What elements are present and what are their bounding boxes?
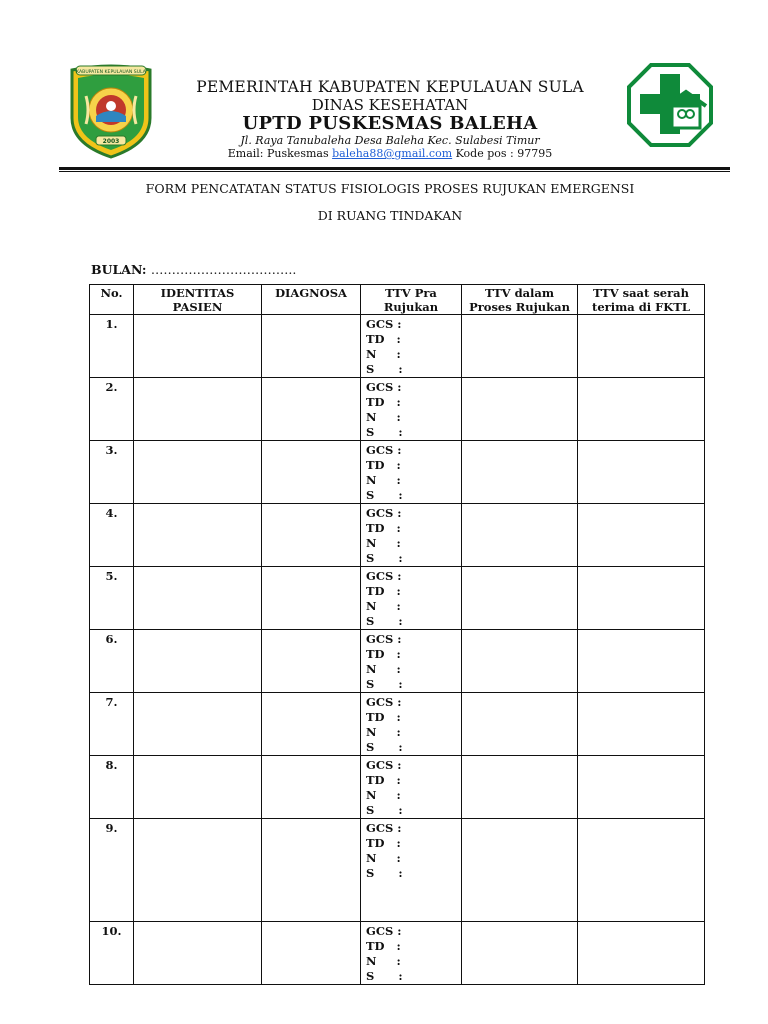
diagnosa-cell[interactable] — [262, 630, 361, 693]
vital-n-label: N : — [366, 851, 401, 865]
header-department: DINAS KESEHATAN — [311, 96, 469, 114]
diagnosa-cell[interactable] — [262, 567, 361, 630]
vital-s-label: S : — [366, 488, 403, 502]
form-title-line2: DI RUANG TINDAKAN — [317, 208, 463, 223]
vital-gcs-label: GCS : — [366, 506, 402, 520]
referral-form-table — [89, 284, 705, 985]
vital-n-label: N : — [366, 347, 401, 361]
vital-n-label: N : — [366, 473, 401, 487]
table-header-row — [90, 285, 705, 315]
ttv-serah-cell[interactable] — [578, 630, 705, 693]
vital-s-label: S : — [366, 866, 403, 880]
row-number: 5. — [90, 567, 134, 630]
ttv-serah-cell[interactable] — [578, 315, 705, 378]
header-government: PEMERINTAH KABUPATEN KEPULAUAN SULA — [196, 78, 584, 96]
ttv-pra-cell[interactable] — [361, 922, 462, 985]
ttv-serah-cell[interactable] — [578, 922, 705, 985]
vital-n-label: N : — [366, 410, 401, 424]
puskesmas-cross-house-icon — [626, 62, 714, 148]
vital-n-label: N : — [366, 599, 401, 613]
header-puskesmas: UPTD PUSKESMAS BALEHA — [242, 113, 538, 134]
header-divider-thin — [59, 171, 730, 172]
vital-s-label: S : — [366, 362, 403, 376]
form-title-line1: FORM PENCATATAN STATUS FISIOLOGIS PROSES RUJUKAN EMERGENSI — [145, 181, 635, 196]
identitas-cell[interactable] — [134, 567, 262, 630]
vital-n-label: N : — [366, 954, 401, 968]
ttv-pra-cell[interactable] — [361, 756, 462, 819]
ttv-serah-cell[interactable] — [578, 441, 705, 504]
vital-s-label: S : — [366, 425, 403, 439]
ttv-dalam-cell[interactable] — [462, 922, 578, 985]
vital-s-label: S : — [366, 551, 403, 565]
row-number: 9. — [90, 819, 134, 922]
row-number: 2. — [90, 378, 134, 441]
identitas-cell[interactable] — [134, 756, 262, 819]
diagnosa-cell[interactable] — [262, 441, 361, 504]
ttv-pra-cell[interactable] — [361, 504, 462, 567]
ttv-serah-cell[interactable] — [578, 819, 705, 922]
diagnosa-cell[interactable] — [262, 819, 361, 922]
vital-td-label: TD : — [366, 458, 401, 472]
vital-td-label: TD : — [366, 939, 401, 953]
bulan-field — [91, 262, 296, 277]
ttv-dalam-cell[interactable] — [462, 504, 578, 567]
vital-gcs-label: GCS : — [366, 632, 402, 646]
vital-n-label: N : — [366, 662, 401, 676]
identitas-cell[interactable] — [134, 630, 262, 693]
bulan-label: BULAN: — [91, 262, 151, 277]
ttv-pra-cell[interactable] — [361, 441, 462, 504]
identitas-cell[interactable] — [134, 378, 262, 441]
row-number: 3. — [90, 441, 134, 504]
identitas-cell[interactable] — [134, 819, 262, 922]
vital-gcs-label: GCS : — [366, 443, 402, 457]
ttv-dalam-cell[interactable] — [462, 441, 578, 504]
vital-s-label: S : — [366, 677, 403, 691]
vital-n-label: N : — [366, 788, 401, 802]
table-row — [90, 441, 705, 504]
row-number: 8. — [90, 756, 134, 819]
row-number: 6. — [90, 630, 134, 693]
ttv-dalam-cell[interactable] — [462, 756, 578, 819]
diagnosa-cell[interactable] — [262, 378, 361, 441]
table-row — [90, 504, 705, 567]
ttv-pra-cell[interactable] — [361, 567, 462, 630]
diagnosa-cell[interactable] — [262, 922, 361, 985]
row-number: 4. — [90, 504, 134, 567]
ttv-pra-cell[interactable] — [361, 819, 462, 922]
vital-s-label: S : — [366, 740, 403, 754]
col-header-diagnosa: DIAGNOSA — [262, 285, 361, 315]
table-row — [90, 630, 705, 693]
svg-text:2003: 2003 — [102, 138, 120, 145]
identitas-cell[interactable] — [134, 315, 262, 378]
kabupaten-kepulauan-sula-crest-icon — [66, 60, 156, 160]
ttv-pra-cell[interactable] — [361, 315, 462, 378]
vital-n-label: N : — [366, 725, 401, 739]
vital-gcs-label: GCS : — [366, 317, 402, 331]
row-number: 10. — [90, 922, 134, 985]
vital-gcs-label: GCS : — [366, 569, 402, 583]
vital-td-label: TD : — [366, 395, 401, 409]
vital-s-label: S : — [366, 614, 403, 628]
identitas-cell[interactable] — [134, 441, 262, 504]
ttv-serah-cell[interactable] — [578, 693, 705, 756]
vital-td-label: TD : — [366, 773, 401, 787]
identitas-cell[interactable] — [134, 693, 262, 756]
vital-td-label: TD : — [366, 710, 401, 724]
postal-code: Kode pos : 97795 — [452, 147, 553, 160]
ttv-pra-cell[interactable] — [361, 693, 462, 756]
ttv-serah-cell[interactable] — [578, 567, 705, 630]
table-row — [90, 315, 705, 378]
diagnosa-cell[interactable] — [262, 315, 361, 378]
vital-n-label: N : — [366, 536, 401, 550]
ttv-serah-cell[interactable] — [578, 504, 705, 567]
header-address: Jl. Raya Tanubaleha Desa Baleha Kec. Sulabesi Timur — [240, 134, 540, 147]
email-link[interactable]: baleha88@gmail.com — [332, 147, 453, 160]
ttv-dalam-cell[interactable] — [462, 378, 578, 441]
identitas-cell[interactable] — [134, 504, 262, 567]
diagnosa-cell[interactable] — [262, 693, 361, 756]
table-row — [90, 567, 705, 630]
col-header-ttv-pra: TTV Pra Rujukan — [361, 285, 462, 315]
vital-td-label: TD : — [366, 647, 401, 661]
ttv-serah-cell[interactable] — [578, 378, 705, 441]
vital-gcs-label: GCS : — [366, 758, 402, 772]
col-header-identitas: IDENTITAS PASIEN — [134, 285, 262, 315]
vital-gcs-label: GCS : — [366, 821, 402, 835]
header-contact — [170, 147, 610, 160]
header-divider-thick — [59, 167, 730, 170]
diagnosa-cell[interactable] — [262, 504, 361, 567]
vital-gcs-label: GCS : — [366, 924, 402, 938]
table-row — [90, 756, 705, 819]
vital-td-label: TD : — [366, 584, 401, 598]
vital-gcs-label: GCS : — [366, 695, 402, 709]
ttv-dalam-cell[interactable] — [462, 819, 578, 922]
ttv-dalam-cell[interactable] — [462, 567, 578, 630]
col-header-ttv-serah: TTV saat serah terima di FKTL — [578, 285, 705, 315]
row-number: 7. — [90, 693, 134, 756]
table-row — [90, 819, 705, 922]
ttv-dalam-cell[interactable] — [462, 630, 578, 693]
row-number: 1. — [90, 315, 134, 378]
ttv-serah-cell[interactable] — [578, 756, 705, 819]
ttv-dalam-cell[interactable] — [462, 693, 578, 756]
col-header-ttv-dalam: TTV dalam Proses Rujukan — [462, 285, 578, 315]
svg-text:KABUPATEN KEPULAUAN SULA: KABUPATEN KEPULAUAN SULA — [76, 70, 146, 75]
diagnosa-cell[interactable] — [262, 756, 361, 819]
vital-td-label: TD : — [366, 836, 401, 850]
table-row — [90, 378, 705, 441]
bulan-blank[interactable]: …………………………….. — [150, 262, 297, 277]
vital-s-label: S : — [366, 969, 403, 983]
identitas-cell[interactable] — [134, 922, 262, 985]
ttv-dalam-cell[interactable] — [462, 315, 578, 378]
vital-td-label: TD : — [366, 332, 401, 346]
col-header-no: No. — [90, 285, 134, 315]
vital-gcs-label: GCS : — [366, 380, 402, 394]
table-row — [90, 922, 705, 985]
vital-td-label: TD : — [366, 521, 401, 535]
table-row — [90, 693, 705, 756]
ttv-pra-cell[interactable] — [361, 378, 462, 441]
ttv-pra-cell[interactable] — [361, 630, 462, 693]
email-label: Email: Puskesmas — [227, 147, 333, 160]
vital-s-label: S : — [366, 803, 403, 817]
